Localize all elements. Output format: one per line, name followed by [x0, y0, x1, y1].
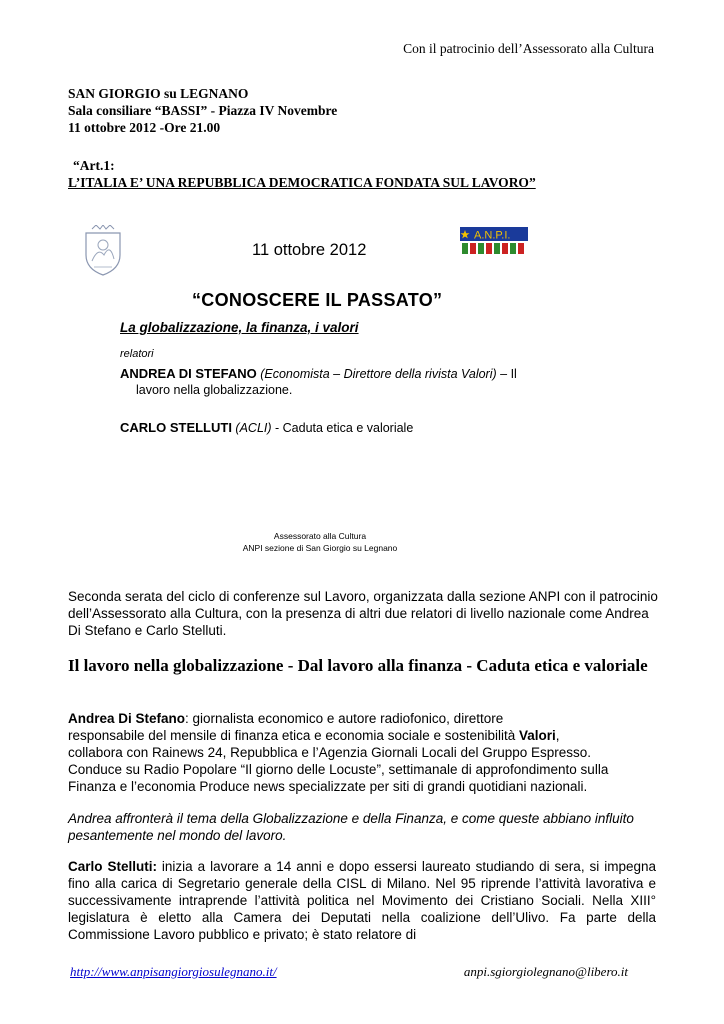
website-link[interactable]: http://www.anpisangiorgiosulegnano.it/ [70, 964, 277, 979]
bio-1-line-4: Conduce su Radio Popolare “Il giorno delle Locuste”, settimanale di approfondimento sulla [68, 762, 609, 777]
speaker-2-affiliation: (ACLI) [235, 421, 272, 435]
focus-paragraph: Andrea affronterà il tema della Globalizzazione e della Finanza, e come queste abbiano influito pesantemente nel mondo del lavoro. [68, 811, 634, 843]
speaker-1-affiliation: (Economista – Direttore della rivista Valori) [260, 367, 497, 381]
bio-1-line-3: collabora con Rainews 24, Repubblica e l’Agenzia Giornali Locali del Gruppo Espresso. [68, 745, 592, 760]
anpi-logo-icon [460, 227, 528, 255]
flyer-speaker-2 [120, 420, 413, 435]
constitution-quote [68, 157, 536, 191]
bio-1-name: Andrea Di Stefano [68, 711, 186, 726]
event-datetime: 11 ottobre 2012 -Ore 21.00 [68, 120, 221, 135]
flyer-relatori-label: relatori [120, 348, 154, 360]
speaker-1-topic-a: – Il [496, 367, 517, 381]
bio-stelluti [68, 858, 656, 943]
svg-text:A.N.P.I.: A.N.P.I. [474, 229, 511, 242]
speaker-1-topic-b: lavoro nella globalizzazione. [136, 383, 293, 397]
flyer-footer [70, 530, 570, 554]
contact-email: anpi.sgiorgiolegnano@libero.it [463, 964, 628, 979]
bio-1-line-1: : giornalista economico e autore radiofonico, direttore [185, 711, 504, 726]
flyer-footer-line-2: ANPI sezione di San Giorgio su Legnano [242, 543, 398, 553]
municipal-coat-of-arms-icon [82, 225, 124, 277]
flyer-title: “CONOSCERE IL PASSATO” [192, 290, 443, 310]
speaker-1-name: ANDREA DI STEFANO [120, 366, 257, 381]
article-text: L’ITALIA E’ UNA REPUBBLICA DEMOCRATICA FONDATA SUL LAVORO” [68, 175, 536, 190]
bio-2-name: Carlo Stelluti: [68, 859, 157, 874]
event-info [68, 85, 337, 136]
flyer-footer-line-1: Assessorato alla Cultura [273, 531, 367, 541]
bio-1-line-5: Finanza e l’economia Produce news specializzate per siti di grandi quotidiani nazionali. [68, 779, 588, 794]
speaker-2-topic: - Caduta etica e valoriale [271, 421, 414, 435]
bio-2-text: inizia a lavorare a 14 anni e dopo essersi laureato studiando di sera, si impegna fino alla carica di Segretario generale della CISL di Milano. Nel 95 riprende l’attività lavorativa e successivamente intraprende l’attività politica nel Movimento dei Cristiano Sociali. Nella XIII° legislatura è eletto alla Camera dei Deputati nella coalizione dell’Ulivo. Fa parte della Commissione Lavoro pubblico e privato; è stato relatore di [68, 859, 656, 942]
article-label: “Art.1: [73, 158, 115, 173]
patronage-note: Con il patrocinio dell’Assessorato alla Cultura [403, 41, 654, 56]
flyer-date: 11 ottobre 2012 [252, 241, 367, 259]
event-venue: Sala consiliare “BASSI” - Piazza IV Novembre [68, 103, 338, 118]
section-heading: Il lavoro nella globalizzazione - Dal lavoro alla finanza - Caduta etica e valoriale [68, 656, 648, 675]
flyer-subtitle: La globalizzazione, la finanza, i valori [120, 320, 359, 335]
bio-1-magazine: Valori [519, 728, 556, 743]
event-location: SAN GIORGIO su LEGNANO [68, 86, 249, 101]
speaker-2-name: CARLO STELLUTI [120, 420, 232, 435]
bio-di-stefano [68, 710, 658, 795]
bio-1-line-2c: , [555, 728, 560, 743]
intro-paragraph: Seconda serata del ciclo di conferenze sul Lavoro, organizzata dalla sezione ANPI con il patrocinio dell’Assessorato alla Cultura, con la presenza di altri due relatori di livello nazionale come Andrea Di Stefano e Carlo Stelluti. [68, 589, 658, 638]
bio-1-line-2a: responsabile del mensile di finanza etica e economia sociale e sostenibilità [68, 728, 520, 743]
flyer-speaker-1 [120, 366, 540, 398]
